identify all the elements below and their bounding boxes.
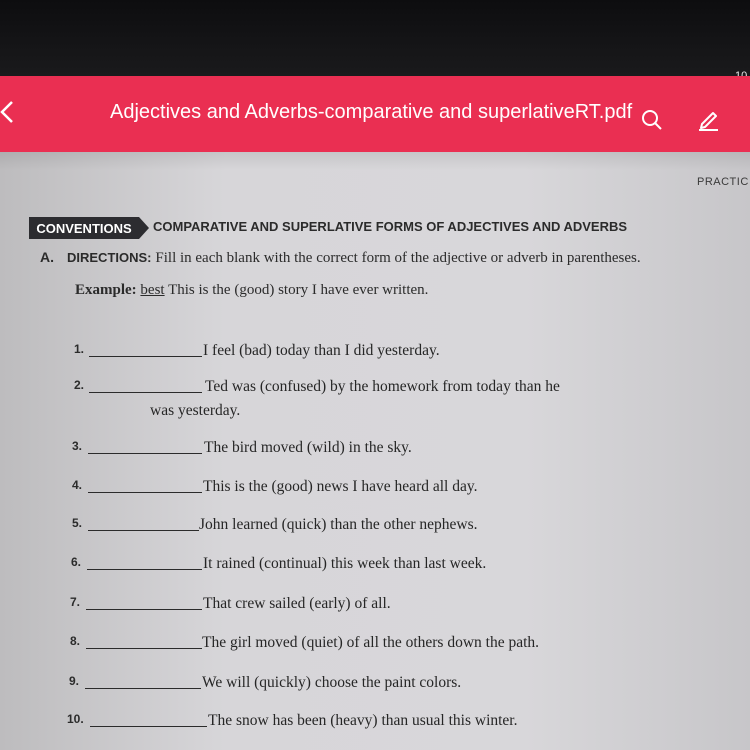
question-number: 10. [67, 712, 84, 726]
question-text: We will (quickly) choose the paint colors. [202, 674, 462, 691]
question-number: 6. [71, 555, 82, 569]
question-number: 5. [72, 516, 83, 530]
directions-label: DIRECTIONS: [67, 250, 152, 265]
question-text-continuation: was yesterday. [150, 402, 241, 419]
question-number: 1. [74, 342, 85, 356]
answer-blank[interactable] [90, 712, 207, 727]
question-text: This is the (good) news I have heard all day. [203, 478, 478, 495]
question-number: 8. [70, 634, 81, 648]
app-bar [0, 76, 750, 152]
question-item [0, 342, 750, 368]
question-item [0, 712, 750, 738]
answer-blank[interactable] [88, 439, 202, 454]
question-text: The girl moved (quiet) of all the others down the path. [202, 634, 540, 651]
question-item [0, 634, 750, 660]
question-text: John learned (quick) than the other nephews. [199, 516, 478, 533]
search-icon[interactable] [640, 108, 664, 132]
question-text: Ted was (confused) by the homework from today than he [205, 378, 560, 395]
question-number: 9. [69, 674, 80, 688]
question-item [0, 478, 750, 504]
question-item [0, 439, 750, 465]
question-number: 3. [72, 439, 83, 453]
answer-blank[interactable] [89, 378, 202, 393]
section-tag: CONVENTIONS [29, 217, 139, 239]
answer-blank[interactable] [87, 555, 202, 570]
answer-blank[interactable] [89, 342, 202, 357]
answer-blank[interactable] [88, 516, 199, 531]
answer-blank[interactable] [86, 634, 202, 649]
example-answer: best [140, 282, 165, 298]
document-title: Adjectives and Adverbs-comparative and superlativeRT.pdf [110, 101, 633, 123]
question-item [0, 516, 750, 542]
question-number: 7. [70, 595, 81, 609]
question-item [0, 595, 750, 621]
answer-blank[interactable] [85, 674, 201, 689]
example-label: Example: [75, 282, 137, 298]
example-text: This is the (good) story I have ever written. [168, 282, 429, 298]
section-tag-arrow [139, 217, 149, 239]
section-heading: COMPARATIVE AND SUPERLATIVE FORMS OF ADJECTIVES AND ADVERBS [153, 219, 628, 234]
page-corner-label: PRACTIC [697, 176, 749, 188]
device-top-bezel [0, 0, 750, 76]
pdf-page[interactable] [0, 152, 750, 750]
chevron-left-icon[interactable] [0, 98, 18, 126]
question-text: I feel (bad) today than I did yesterday. [203, 342, 440, 359]
directions-text: Fill in each blank with the correct form of the adjective or adverb in parentheses. [155, 250, 641, 266]
answer-blank[interactable] [86, 595, 202, 610]
question-item [0, 555, 750, 581]
question-number: 2. [74, 378, 85, 392]
question-text: It rained (continual) this week than last week. [203, 555, 487, 572]
pen-icon[interactable] [696, 106, 722, 132]
directions [67, 249, 641, 267]
example [75, 282, 428, 299]
question-item [0, 378, 750, 404]
question-number: 4. [72, 478, 83, 492]
question-item [0, 674, 750, 700]
question-text: That crew sailed (early) of all. [203, 595, 391, 612]
question-text: The snow has been (heavy) than usual this winter. [208, 712, 518, 729]
answer-blank[interactable] [88, 478, 202, 493]
question-text: The bird moved (wild) in the sky. [204, 439, 412, 456]
directions-letter: A. [40, 249, 54, 265]
